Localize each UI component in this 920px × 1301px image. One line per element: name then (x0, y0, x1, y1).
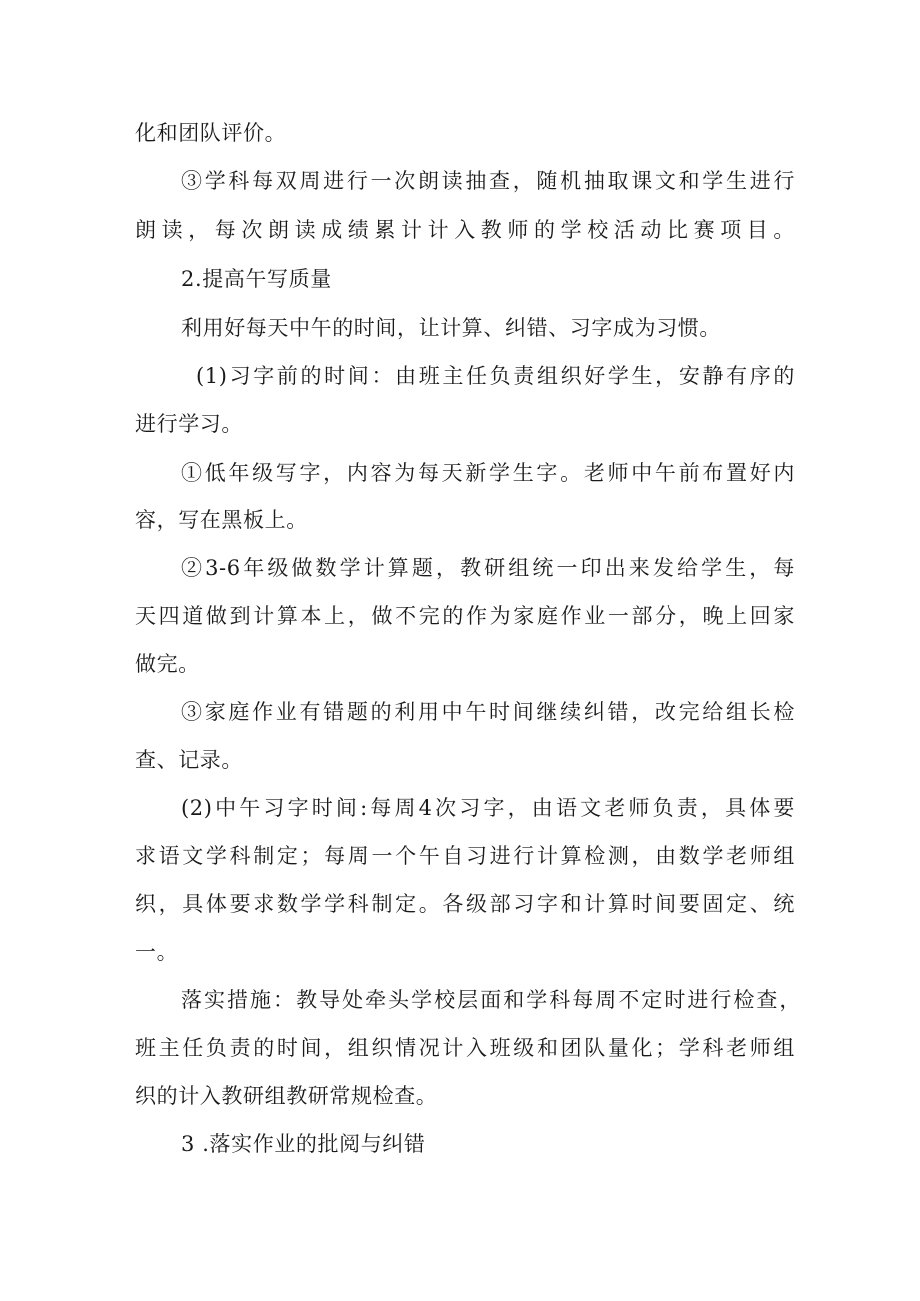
text-line: ②3-6年级做数学计算题，教研组统一印出来发给学生，每 (181, 556, 795, 580)
text-line: 进行学习。 (135, 412, 243, 436)
text-line: 化和团队评价。 (135, 121, 287, 145)
text-line: (2)中午习字时间:每周4次习字，由语文老师负责，具体要 (181, 796, 795, 820)
text-line: 织，具体要求数学学科制定。各级部习字和计算时间要固定、统 (135, 892, 795, 916)
text-line: 朗读，每次朗读成绩累计计入教师的学校活动比赛项目。 (135, 218, 795, 242)
text-line: 落实措施：教导处牵头学校层面和学科每周不定时进行检查， (181, 988, 801, 1012)
text-line: ③学科每双周进行一次朗读抽查，随机抽取课文和学生进行 (181, 169, 795, 193)
text-line: 做完。 (135, 652, 200, 676)
section-heading: 2.提高午写质量 (181, 267, 332, 291)
text-line: ③家庭作业有错题的利用中午时间继续纠错，改完给组长检 (181, 700, 795, 724)
section-heading: 3 .落实作业的批阅与纠错 (181, 1132, 426, 1156)
text-line: 天四道做到计算本上，做不完的作为家庭作业一部分，晚上回家 (135, 604, 795, 628)
text-line: 班主任负责的时间，组织情况计入班级和团队量化；学科老师组 (135, 1036, 795, 1060)
text-line: 求语文学科制定；每周一个午自习进行计算检测，由数学老师组 (135, 844, 795, 868)
text-line: 一。 (135, 940, 179, 964)
text-line: 容，写在黑板上。 (135, 508, 308, 532)
text-line: (1)习字前的时间：由班主任负责组织好学生，安静有序的 (196, 364, 795, 388)
text-line: 织的计入教研组教研常规检查。 (135, 1084, 438, 1108)
text-line: ①低年级写字，内容为每天新学生字。老师中午前布置好内 (181, 461, 795, 485)
text-line: 利用好每天中午的时间，让计算、纠错、习字成为习惯。 (181, 316, 721, 340)
text-line: 查、记录。 (135, 748, 243, 772)
